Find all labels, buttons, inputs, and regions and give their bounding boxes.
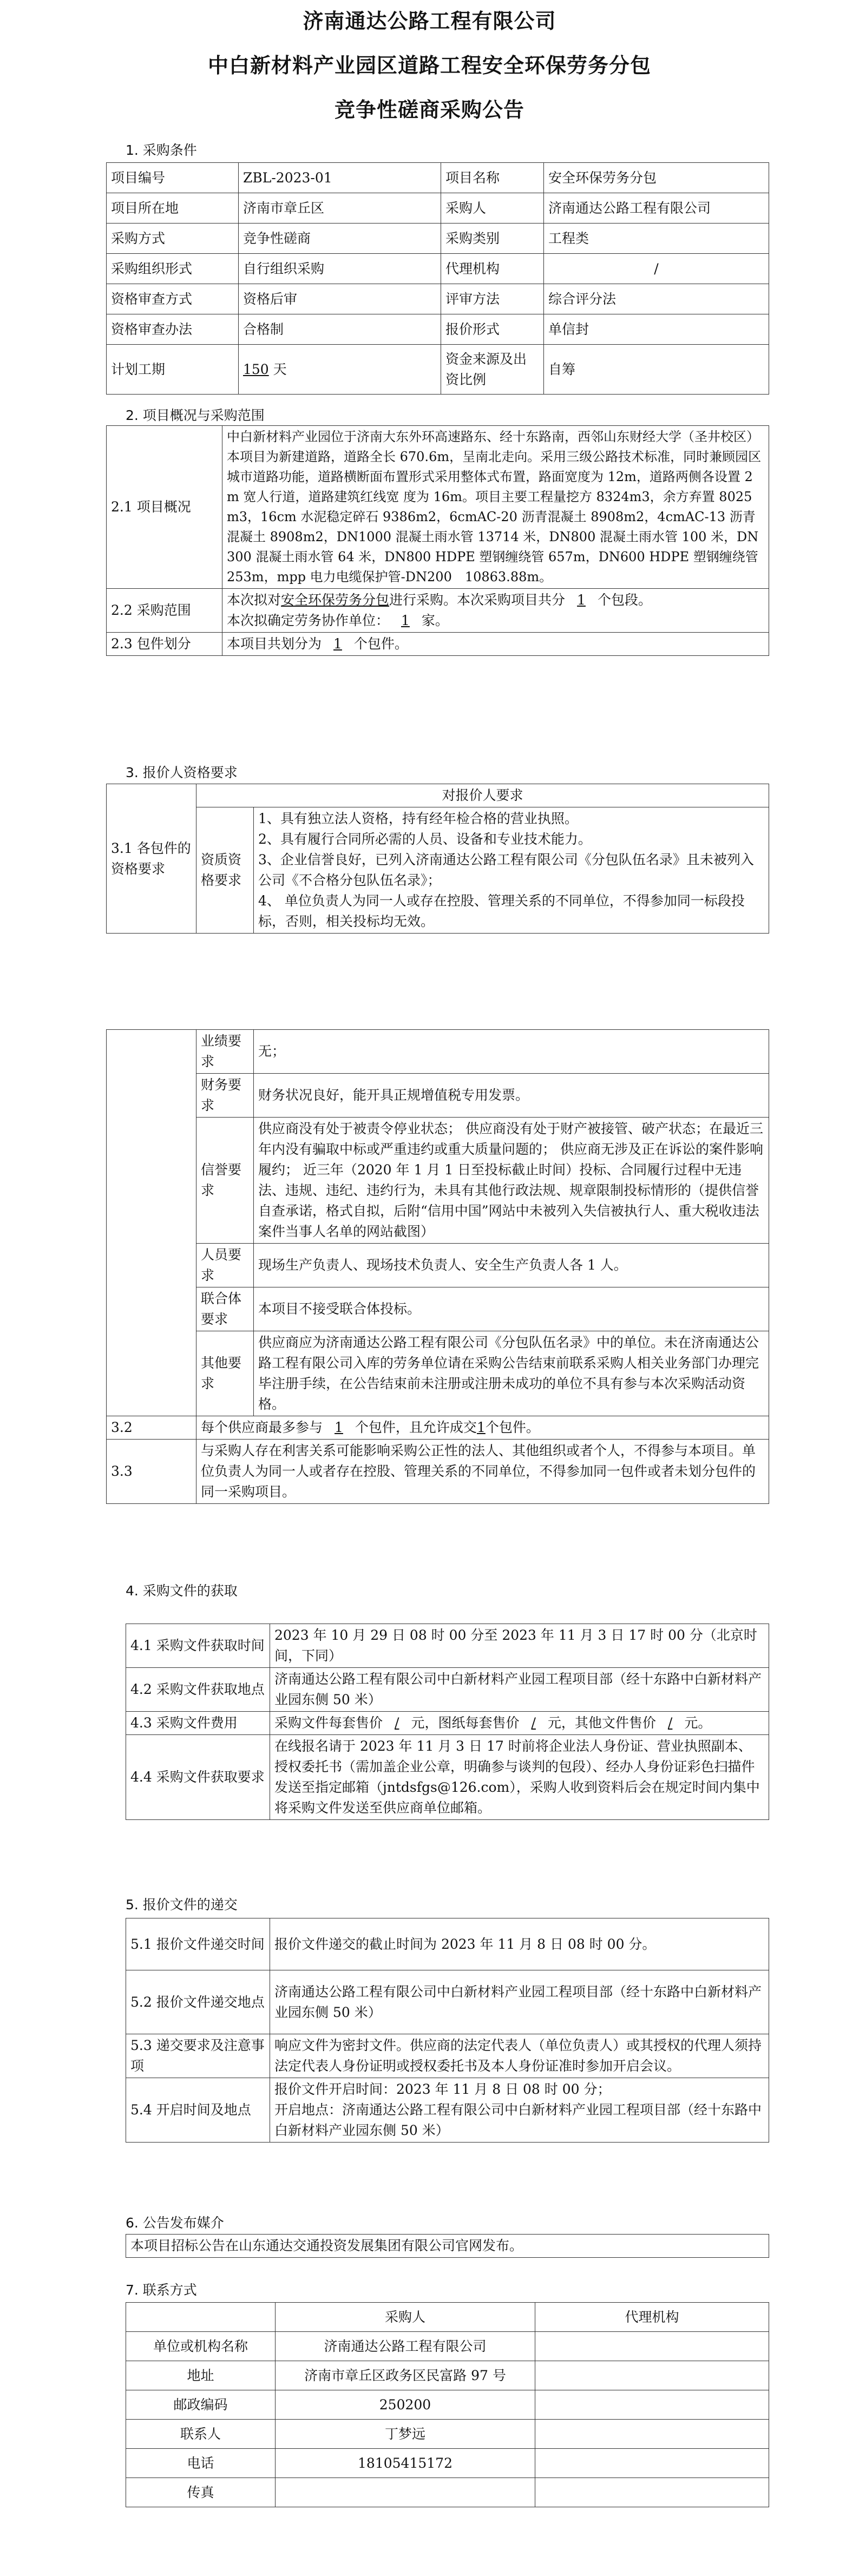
table-row: [126, 2390, 769, 2420]
scope-line: [227, 610, 764, 631]
procurement-conditions-table: [106, 162, 769, 395]
table-row: [107, 589, 769, 633]
cell-value: 济南通达公路工程有限公司: [276, 2332, 535, 2361]
cell-value: [196, 1416, 769, 1440]
project-overview-text: 中白新材料产业园位于济南大东外环高速路东、经十东路南，西邻山东财经大学（圣井校区）本项目为新建道路，道路全长 670.6m，呈南北走向。采用三级公路技术标准，同时兼顾园区城市道路功能，道路横断面布置形式采用整体式布置，路面宽度为 12m，道路两侧各设置 2m 宽人行道，道路建筑红线宽 度为 16m。项目主要工程量挖方 8324m3，余方弃置 8025m3，16cm 水泥稳定碎石 9386m2，6cmAC-20 沥青混凝土 8908m2，4cmAC-13 沥青混凝土 8908m2，DN1000 混凝土雨水管 13714 米，DN800 混凝土雨水管 100 米，DN300 混凝土雨水管 64 米，DN800 HDPE 塑钢缠绕管 657m，DN600 HDPE 塑钢缠绕管 253m，mpp 电力电缆保护管-DN200 10863.88m。: [222, 426, 769, 589]
cell-value: 工程类: [544, 224, 769, 254]
cell-key: 业绩要求: [196, 1030, 254, 1074]
cell-value: 18105415172: [276, 2449, 535, 2478]
scope-line: [227, 590, 764, 610]
cell-value: 本项目不接受联合体投标。: [254, 1287, 769, 1331]
cell-value: [222, 589, 769, 633]
other-requirements-table: [106, 1029, 769, 1504]
cell-value: 财务状况良好，能开具正规增值税专用发票。: [254, 1074, 769, 1118]
cell-key: 地址: [126, 2361, 276, 2390]
cell-key: 计划工期: [107, 345, 239, 395]
qualification-list: [254, 807, 769, 934]
text: 个包件。: [485, 1420, 540, 1435]
cell-header: 采购人: [276, 2303, 535, 2332]
duration-days: 150: [243, 361, 269, 377]
cell-key: 报价形式: [441, 314, 544, 345]
table-row: [107, 1118, 769, 1244]
table-row: [126, 2420, 769, 2449]
section-3-heading: 3. 报价人资格要求: [126, 765, 238, 780]
cell-key: 2.1 项目概况: [107, 426, 222, 589]
text: 元，其他文件售价: [547, 1715, 656, 1731]
cell-header: 对报价人要求: [196, 784, 769, 807]
cell-key: 4.4 采购文件获取要求: [126, 1735, 270, 1820]
cell-key: 5.1 报价文件递交时间: [126, 1918, 270, 1970]
cell-key: 资格审查方式: [107, 284, 239, 314]
cell-value: 济南通达公路工程有限公司中白新材料产业园工程项目部（经十东路中白新材料产业园东侧 50 米）: [270, 1970, 769, 2034]
table-row: [107, 1287, 769, 1331]
text: 采购文件每套售价: [274, 1715, 383, 1731]
cell-key: 代理机构: [441, 254, 544, 284]
text: 本次拟确定劳务协作单位：: [227, 613, 390, 628]
table-row: [107, 254, 769, 284]
table-row: [107, 1416, 769, 1440]
cell-key: 单位或机构名称: [126, 2332, 276, 2361]
cell-value: 报价文件递交的截止时间为 2023 年 11 月 8 日 08 时 00 分。: [270, 1918, 769, 1970]
table-row: [107, 807, 769, 934]
cell-value: [270, 1712, 769, 1735]
table-row: [126, 2449, 769, 2478]
table-row: [107, 284, 769, 314]
contact-table: [126, 2302, 769, 2507]
cell-value: 综合评分法: [544, 284, 769, 314]
fee-value: /: [531, 1715, 536, 1731]
cell-value: 安全环保劳务分包: [544, 163, 769, 193]
cell-value: 济南市章丘区政务区民富路 97 号: [276, 2361, 535, 2390]
cell-value: 与采购人存在利害关系可能影响采购公正性的法人、其他组织或者个人，不得参与本项目。单位负责人为同一人或者存在控股、管理关系的不同单位，不得参加同一包件或者未划分包件的同一采购项目。: [196, 1440, 769, 1504]
table-row: [126, 1668, 769, 1712]
table-row: [126, 2361, 769, 2390]
fee-value: /: [395, 1715, 399, 1731]
cell-value: [535, 2420, 769, 2449]
announcement-title: 竞争性磋商采购公告: [334, 98, 524, 122]
table-row: [126, 1918, 769, 1970]
cell-value: [222, 633, 769, 656]
cell-value: 合格制: [239, 314, 441, 345]
cell-value: [239, 345, 441, 395]
cell-header: 代理机构: [535, 2303, 769, 2332]
table-row: [107, 224, 769, 254]
cell-key: 项目所在地: [107, 193, 239, 224]
cell-key: 传真: [126, 2478, 276, 2507]
table-row: [107, 633, 769, 656]
cell-key: 资格审查办法: [107, 314, 239, 345]
cell-key: 采购方式: [107, 224, 239, 254]
list-item: 1、具有独立法人资格，持有经年检合格的营业执照。: [258, 811, 578, 826]
cell-key: 4.1 采购文件获取时间: [126, 1624, 270, 1668]
section-5-heading: 5. 报价文件的递交: [126, 1897, 238, 1913]
cell-key: 电话: [126, 2449, 276, 2478]
project-overview-table: [106, 425, 769, 656]
cell-value: 济南通达公路工程有限公司中白新材料产业园工程项目部（经十东路中白新材料产业园东侧 50 米）: [270, 1668, 769, 1712]
table-row: [126, 2034, 769, 2078]
text: 个包段。: [597, 592, 652, 608]
table-row: [107, 193, 769, 224]
cell-value: 自行组织采购: [239, 254, 441, 284]
project-title: 中白新材料产业园区道路工程安全环保劳务分包: [207, 54, 651, 77]
text: 每个供应商最多参与: [201, 1420, 323, 1435]
cell-value: ZBL-2023-01: [239, 163, 441, 193]
publication-media-table: [126, 2234, 769, 2258]
cell-key: 4.2 采购文件获取地点: [126, 1668, 270, 1712]
cell-value: 本项目招标公告在山东通达交通投资发展集团有限公司官网发布。: [126, 2235, 769, 2258]
cell-value: 2023 年 10 月 29 日 08 时 00 分至 2023 年 11 月 3 日 17 时 00 分（北京时间，下同）: [270, 1624, 769, 1668]
table-row: [126, 1624, 769, 1668]
list-item: 3、企业信誉良好，已列入济南通达公路工程有限公司《分包队伍名录》且未被列入公司《不合格分包队伍名录》；: [258, 852, 754, 888]
cell-key: 项目名称: [441, 163, 544, 193]
cell-key: 资金来源及出资比例: [441, 345, 544, 395]
unit-count: 1: [401, 613, 410, 628]
fee-value: /: [667, 1715, 673, 1731]
table-row: [107, 1331, 769, 1416]
table-row: [107, 163, 769, 193]
text: 个包件，且允许成交: [355, 1420, 477, 1435]
cell-key: 财务要求: [196, 1074, 254, 1118]
cell-key: 邮政编码: [126, 2390, 276, 2420]
cell-value: 250200: [276, 2390, 535, 2420]
cell-key: 信誉要求: [196, 1118, 254, 1244]
opening-time: 报价文件开启时间：2023 年 11 月 8 日 08 时 00 分；: [274, 2081, 611, 2097]
cell-value: 在线报名请于 2023 年 11 月 3 日 17 时前将企业法人身份证、营业执照副本、授权委托书（需加盖企业公章，明确参与谈判的包段）、经办人身份证彩色扫描件发送至指定邮箱（jntdsfgs@126.com），采购人收到资料后会在规定时间内集中将采购文件发送至供应商单位邮箱。: [270, 1735, 769, 1820]
table-row: [107, 1244, 769, 1287]
cell-key: 采购类别: [441, 224, 544, 254]
max-awards: 1: [476, 1420, 486, 1435]
cell-key: 联系人: [126, 2420, 276, 2449]
cell-key: 其他要求: [196, 1331, 254, 1416]
cell-value: 济南通达公路工程有限公司: [544, 193, 769, 224]
cell-value: 济南市章丘区: [239, 193, 441, 224]
text: 家。: [421, 613, 449, 628]
cell-value: [276, 2478, 535, 2507]
section-6-heading: 6. 公告发布媒介: [126, 2215, 224, 2231]
package-division-count: 1: [333, 636, 342, 652]
table-row: [126, 2303, 769, 2332]
company-title: 济南通达公路工程有限公司: [303, 9, 556, 33]
section-4-heading: 4. 采购文件的获取: [126, 1583, 238, 1599]
cell-value: [535, 2449, 769, 2478]
text: 进行采购。本次采购项目共分: [389, 592, 566, 608]
table-row: [126, 1712, 769, 1735]
table-row: [107, 784, 769, 807]
bid-submission-table: [126, 1918, 769, 2143]
opening-place: 开启地点：济南通达公路工程有限公司中白新材料产业园工程项目部（经十东路中白新材料产业园东侧 50 米）: [274, 2102, 762, 2138]
cell-key: 采购人: [441, 193, 544, 224]
cell-key: 2.3 包件划分: [107, 633, 222, 656]
cell-value: 现场生产负责人、现场技术负责人、安全生产负责人各 1 人。: [254, 1244, 769, 1287]
section-2-heading: 2. 项目概况与采购范围: [126, 408, 265, 423]
duration-unit: 天: [273, 361, 287, 377]
cell-value: [270, 2078, 769, 2143]
list-item: 2、具有履行合同所必需的人员、设备和专业技术能力。: [258, 831, 592, 847]
cell-key: 3.1 各包件的资格要求: [107, 784, 196, 934]
cell-value: 无；: [254, 1030, 769, 1074]
table-row: [126, 2078, 769, 2143]
cell-value: 竞争性磋商: [239, 224, 441, 254]
cell-value: 丁梦远: [276, 2420, 535, 2449]
text: 个包件。: [353, 636, 408, 652]
cell-key: 资质资格要求: [196, 807, 254, 934]
table-row: [107, 314, 769, 345]
cell-value: 供应商没有处于被责令停业状态； 供应商没有处于财产被接管、破产状态；在最近三年内没有骗取中标或严重违约或重大质量问题的； 供应商无涉及正在诉讼的案件影响履约； 近三年（2020 年 1 月 1 日至投标截止时间）投标、合同履行过程中无违法、违规、违纪、违约行为，未具有其他行政法规、规章限制投标情形的（提供信誉自查承诺，格式自拟，后附“信用中国”网站中未被列入失信被执行人、重大税收违法案件当事人名单的网站截图）: [254, 1118, 769, 1244]
scope-item: 安全环保劳务分包: [281, 592, 390, 608]
table-row: [126, 2332, 769, 2361]
max-packages: 1: [335, 1420, 343, 1435]
table-row: [107, 426, 769, 589]
cell-value: 单信封: [544, 314, 769, 345]
cell-value: 响应文件为密封文件。供应商的法定代表人（单位负责人）或其授权的代理人须持法定代表人身份证明或授权委托书及本人身份证准时参加开启会议。: [270, 2034, 769, 2078]
package-count: 1: [577, 592, 586, 608]
cell-key: 项目编号: [107, 163, 239, 193]
document-acquisition-table: [126, 1624, 769, 1820]
cell-key: 2.2 采购范围: [107, 589, 222, 633]
cell-blank: [107, 1030, 196, 1416]
cell-value: [535, 2361, 769, 2390]
cell-blank: [126, 2303, 276, 2332]
cell-key: 5.2 报价文件递交地点: [126, 1970, 270, 2034]
cell-value: [535, 2332, 769, 2361]
section-7-heading: 7. 联系方式: [126, 2282, 197, 2298]
table-row: [107, 345, 769, 395]
text: 元，图纸每套售价: [411, 1715, 520, 1731]
text: 本次拟对: [227, 592, 281, 608]
cell-key: 采购组织形式: [107, 254, 239, 284]
text: 元。: [684, 1715, 712, 1731]
cell-value: [535, 2478, 769, 2507]
cell-key: 5.3 递交要求及注意事项: [126, 2034, 270, 2078]
cell-value: [535, 2390, 769, 2420]
table-row: [126, 1970, 769, 2034]
table-row: [107, 1074, 769, 1118]
table-row: [126, 1735, 769, 1820]
cell-value: /: [544, 254, 769, 284]
text: 本项目共划分为: [227, 636, 322, 652]
table-row: [107, 1030, 769, 1074]
cell-value: 资格后审: [239, 284, 441, 314]
cell-key: 联合体要求: [196, 1287, 254, 1331]
qualification-table: [106, 784, 769, 934]
table-row: [126, 2235, 769, 2258]
cell-value: 自筹: [544, 345, 769, 395]
cell-key: 3.3: [107, 1440, 196, 1504]
cell-key: 评审方法: [441, 284, 544, 314]
cell-key: 3.2: [107, 1416, 196, 1440]
cell-key: 5.4 开启时间及地点: [126, 2078, 270, 2143]
cell-key: 4.3 采购文件费用: [126, 1712, 270, 1735]
cell-key: 人员要求: [196, 1244, 254, 1287]
table-row: [107, 1440, 769, 1504]
section-1-heading: 1. 采购条件: [126, 142, 197, 158]
cell-value: 供应商应为济南通达公路工程有限公司《分包队伍名录》中的单位。未在济南通达公路工程有限公司入库的劳务单位请在采购公告结束前联系采购人相关业务部门办理完毕注册手续，在公告结束前未注册或注册未成功的单位不具有参与本次采购活动资格。: [254, 1331, 769, 1416]
table-row: [126, 2478, 769, 2507]
list-item: 4、 单位负责人为同一人或存在控股、管理关系的不同单位，不得参加同一标段投标，否则，相关投标均无效。: [258, 893, 745, 929]
